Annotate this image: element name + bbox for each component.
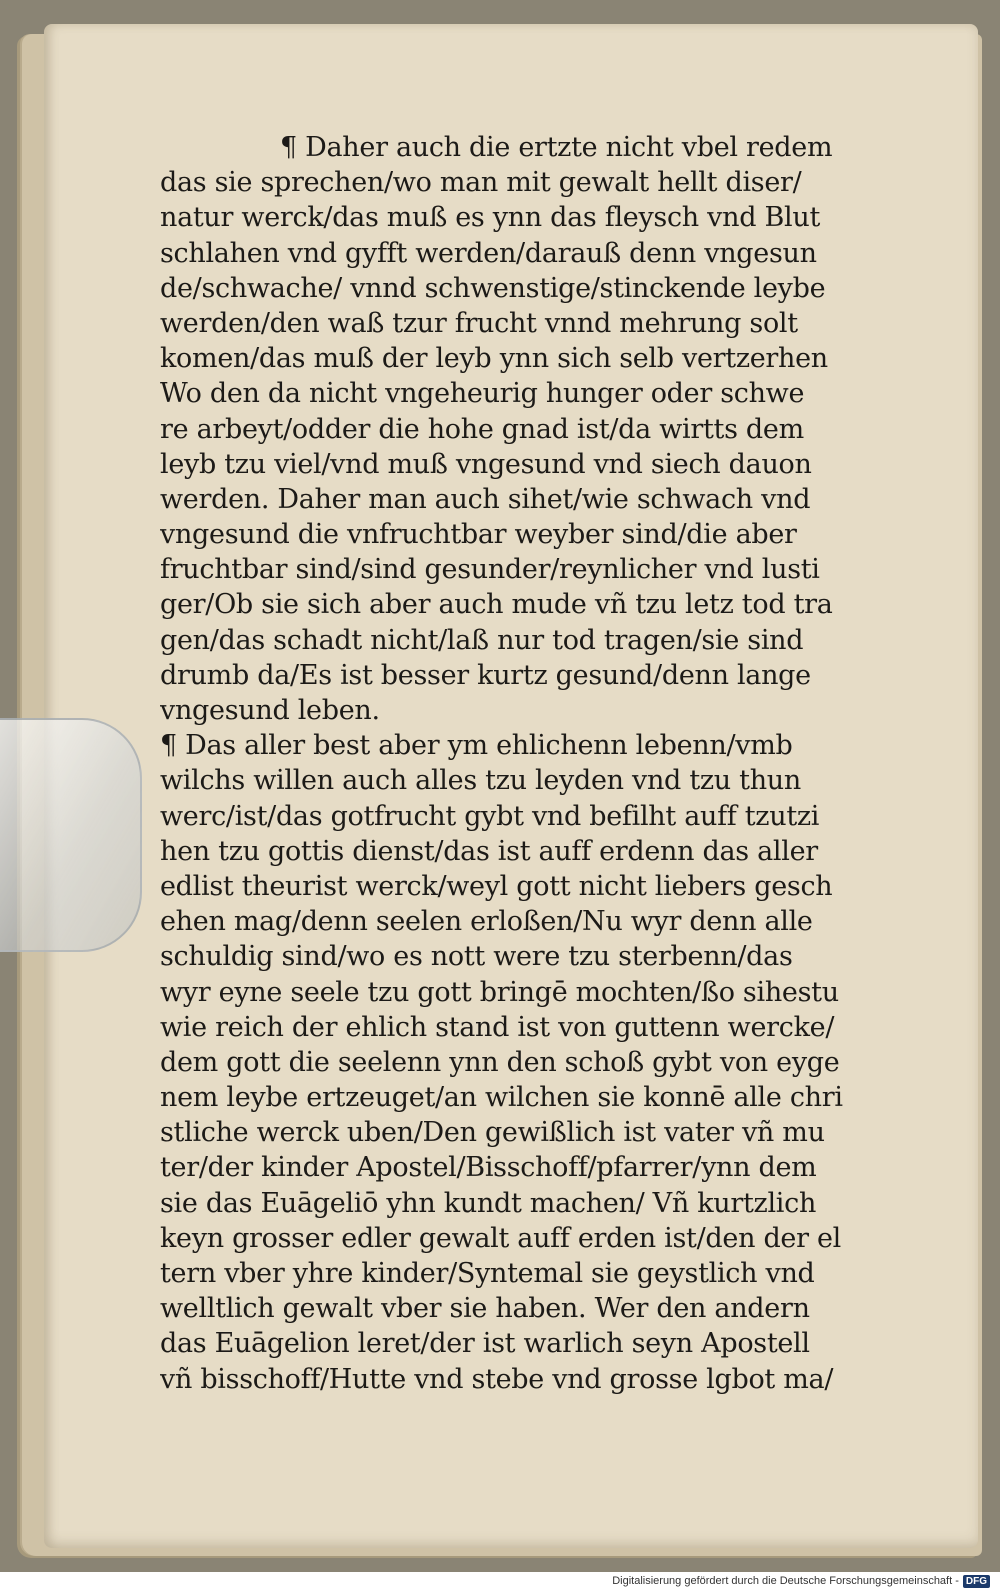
dfg-logo: DFG xyxy=(963,1575,990,1588)
text-line: sie das Euāgeliō yhn kundt machen/ Vñ kurtzlich xyxy=(160,1187,817,1219)
text-line: wilchs willen auch alles tzu leyden vnd tzu thun xyxy=(160,765,801,797)
text-line: ¶ Daher auch die ertzte nicht vbel redem xyxy=(280,132,833,163)
text-line: vngesund leben. xyxy=(160,695,380,726)
text-line: drumb da/Es ist besser kurtz gesund/denn lange xyxy=(160,659,811,691)
text-line: ehen mag/denn seelen erloßen/Nu wyr denn alle xyxy=(160,906,813,938)
text-line: fruchtbar sind/sind gesunder/reynlicher vnd lusti xyxy=(160,554,820,586)
text-line: keyn grosser edler gewalt auff erden ist/den der el xyxy=(160,1222,842,1254)
text-line: Wo den da nicht vngeheurig hunger oder schwe xyxy=(160,378,805,410)
text-line: wie reich der ehlich stand ist von guttenn wercke/ xyxy=(160,1011,835,1043)
digitization-credit xyxy=(612,1572,990,1590)
printed-text-block xyxy=(160,130,950,1397)
text-line: das Euāgelion leret/der ist warlich seyn Apostell xyxy=(160,1328,810,1360)
text-line: schlahen vnd gyfft werden/darauß denn vngesun xyxy=(160,237,817,269)
text-line: de/schwache/ vnnd schwenstige/stinckende leybe xyxy=(160,272,826,304)
text-line: hen tzu gottis dienst/das ist auff erdenn das aller xyxy=(160,835,818,867)
text-line: ger/Ob sie sich aber auch mude vñ tzu letz tod tra xyxy=(160,589,833,621)
text-line: nem leybe ertzeuget/an wilchen sie konnē alle chri xyxy=(160,1082,843,1114)
text-line: stliche werck uben/Den gewißlich ist vater vñ mu xyxy=(160,1117,825,1149)
text-line: welltlich gewalt vber sie haben. Wer den andern xyxy=(160,1293,810,1325)
text-line: dem gott die seelenn ynn den schoß gybt von eyge xyxy=(160,1046,840,1078)
text-line: das sie sprechen/wo man mit gewalt hellt diser/ xyxy=(160,167,802,199)
text-line: wyr eyne seele tzu gott bringē mochten/ßo sihestu xyxy=(160,976,839,1008)
text-line: schuldig sind/wo es nott were tzu sterbenn/das xyxy=(160,941,793,973)
text-line: re arbeyt/odder die hohe gnad ist/da wirtts dem xyxy=(160,413,804,445)
text-line: komen/das muß der leyb ynn sich selb vertzerhen xyxy=(160,343,828,375)
text-line: vngesund die vnfruchtbar weyber sind/die aber xyxy=(160,519,797,551)
text-line: werden/den waß tzur frucht vnnd mehrung solt xyxy=(160,307,798,339)
text-line: edlist theurist werck/weyl gott nicht liebers gesch xyxy=(160,870,833,902)
credit-text: Digitalisierung gefördert durch die Deutsche Forschungsgemeinschaft - xyxy=(612,1575,959,1587)
text-line: werc/ist/das gotfrucht gybt vnd befilht auff tzutzi xyxy=(160,800,820,832)
text-line: leyb tzu viel/vnd muß vngesund vnd siech dauon xyxy=(160,448,812,480)
text-line: ter/der kinder Apostel/Bisschoff/pfarrer/ynn dem xyxy=(160,1152,817,1184)
text-line: ¶ Das aller best aber ym ehlichenn lebenn/vmb xyxy=(160,730,793,762)
text-line: werden. Daher man auch sihet/wie schwach vnd xyxy=(160,483,811,515)
text-line: tern vber yhre kinder/Syntemal sie geystlich vnd xyxy=(160,1258,815,1289)
plastic-page-clip xyxy=(0,718,142,952)
text-line: natur werck/das muß es ynn das fleysch vnd Blut xyxy=(160,202,821,234)
text-line: vñ bisschoff/Hutte vnd stebe vnd grosse lgbot ma/ xyxy=(160,1363,834,1395)
text-line: gen/das schadt nicht/laß nur tod tragen/sie sind xyxy=(160,624,804,656)
